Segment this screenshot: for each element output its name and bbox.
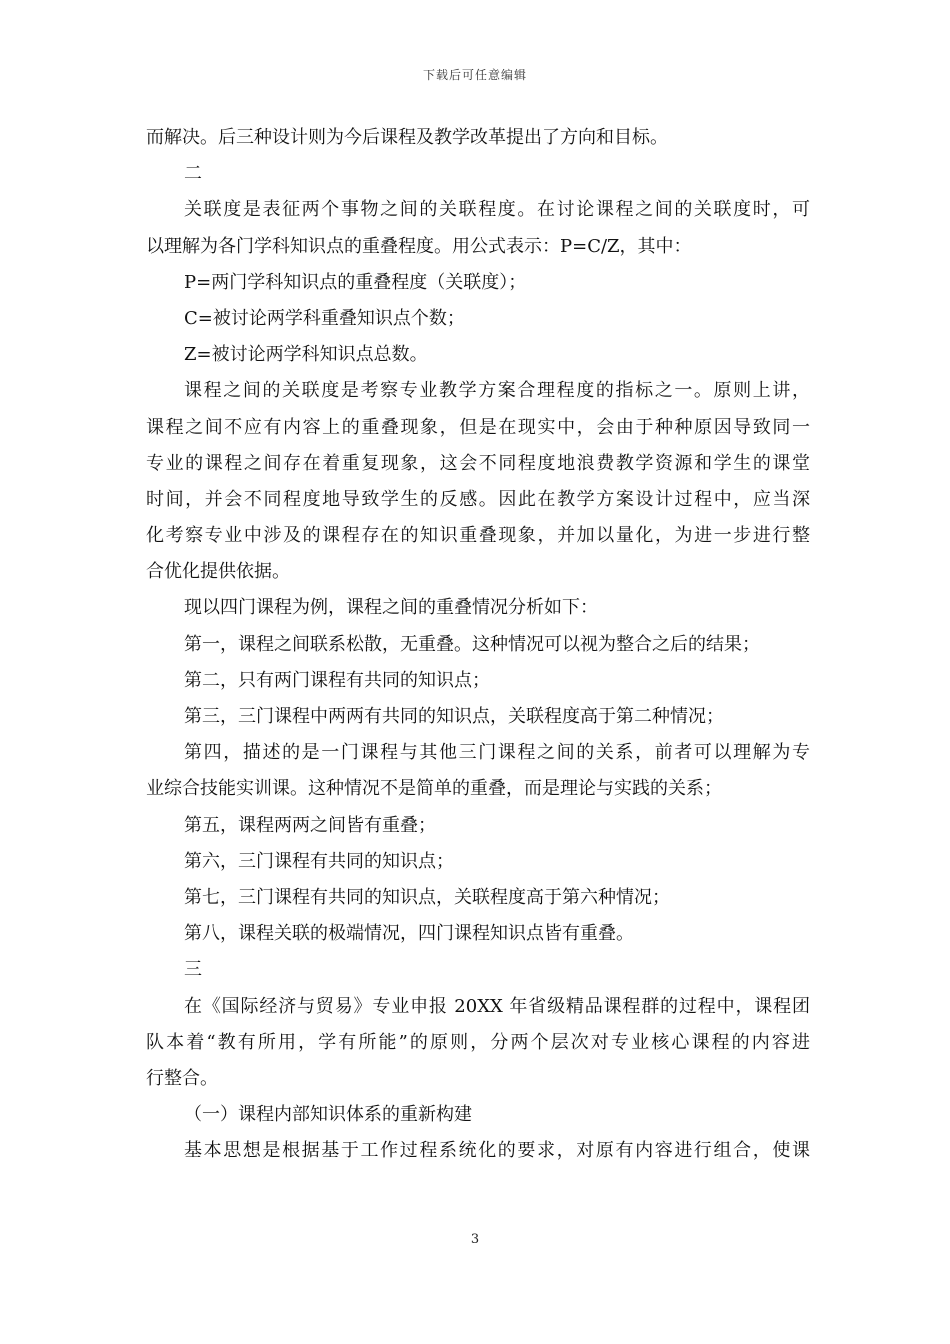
text-line: 现以四门课程为例，课程之间的重叠情况分析如下： xyxy=(184,597,598,619)
text-line: 第三，三门课程中两两有共同的知识点，关联程度高于第二种情况； xyxy=(184,706,724,727)
text-line: 基本思想是根据基于工作过程系统化的要求，对原有内容进行组合，使课 xyxy=(184,1140,810,1162)
text-line: 行整合。 xyxy=(146,1067,218,1089)
page-number: 3 xyxy=(470,1232,480,1247)
text-line: 二 xyxy=(184,163,202,185)
text-line: （一）课程内部知识体系的重新构建 xyxy=(184,1104,472,1126)
text-line: 第四，描述的是一门课程与其他三门课程之间的关系，前者可以理解为专 xyxy=(184,742,810,764)
text-line: 专业的课程之间存在着重复现象，这会不同程度地浪费教学资源和学生的课堂 xyxy=(146,452,810,474)
text-line: 以理解为各门学科知识点的重叠程度。用公式表示：P=C/Z，其中： xyxy=(146,235,692,257)
text-line: 第六，三门课程有共同的知识点； xyxy=(184,850,454,872)
text-line: C=被讨论两学科重叠知识点个数； xyxy=(184,307,465,329)
document-body xyxy=(146,120,810,1169)
text-line: 课程之间的关联度是考察专业教学方案合理程度的指标之一。原则上讲， xyxy=(184,380,810,402)
page-header: 下载后可任意编辑 xyxy=(422,68,527,82)
text-line: 队本着“教有所用，学有所能”的原则，分两个层次对专业核心课程的内容进 xyxy=(146,1031,810,1053)
text-line: 关联度是表征两个事物之间的关联程度。在讨论课程之间的关联度时，可 xyxy=(184,199,810,221)
text-line: 时间，并会不同程度地导致学生的反感。因此在教学方案设计过程中，应当深 xyxy=(146,488,810,510)
text-line: 第二，只有两门课程有共同的知识点； xyxy=(184,669,490,691)
text-line: 课程之间不应有内容上的重叠现象，但是在现实中，会由于种种原因导致同一 xyxy=(146,416,810,438)
text-line: 在《国际经济与贸易》专业申报 20XX 年省级精品课程群的过程中，课程团 xyxy=(184,995,810,1017)
text-line: Z=被讨论两学科知识点总数。 xyxy=(184,344,428,366)
text-line: P=两门学科知识点的重叠程度（关联度）； xyxy=(184,271,527,293)
text-line: 三 xyxy=(184,959,202,981)
text-line: 第五，课程两两之间皆有重叠； xyxy=(184,814,436,836)
text-line: 化考察专业中涉及的课程存在的知识重叠现象，并加以量化，为进一步进行整 xyxy=(146,525,810,547)
text-line: 第八，课程关联的极端情况，四门课程知识点皆有重叠。 xyxy=(184,923,634,945)
text-line: 业综合技能实训课。这种情况不是简单的重叠，而是理论与实践的关系； xyxy=(146,778,722,800)
text-line: 第七，三门课程有共同的知识点，关联程度高于第六种情况； xyxy=(184,886,670,908)
text-line: 而解决。后三种设计则为今后课程及教学改革提出了方向和目标。 xyxy=(146,127,668,148)
text-line: 合优化提供依据。 xyxy=(146,561,290,583)
text-line: 第一，课程之间联系松散，无重叠。这种情况可以视为整合之后的结果； xyxy=(184,633,760,655)
